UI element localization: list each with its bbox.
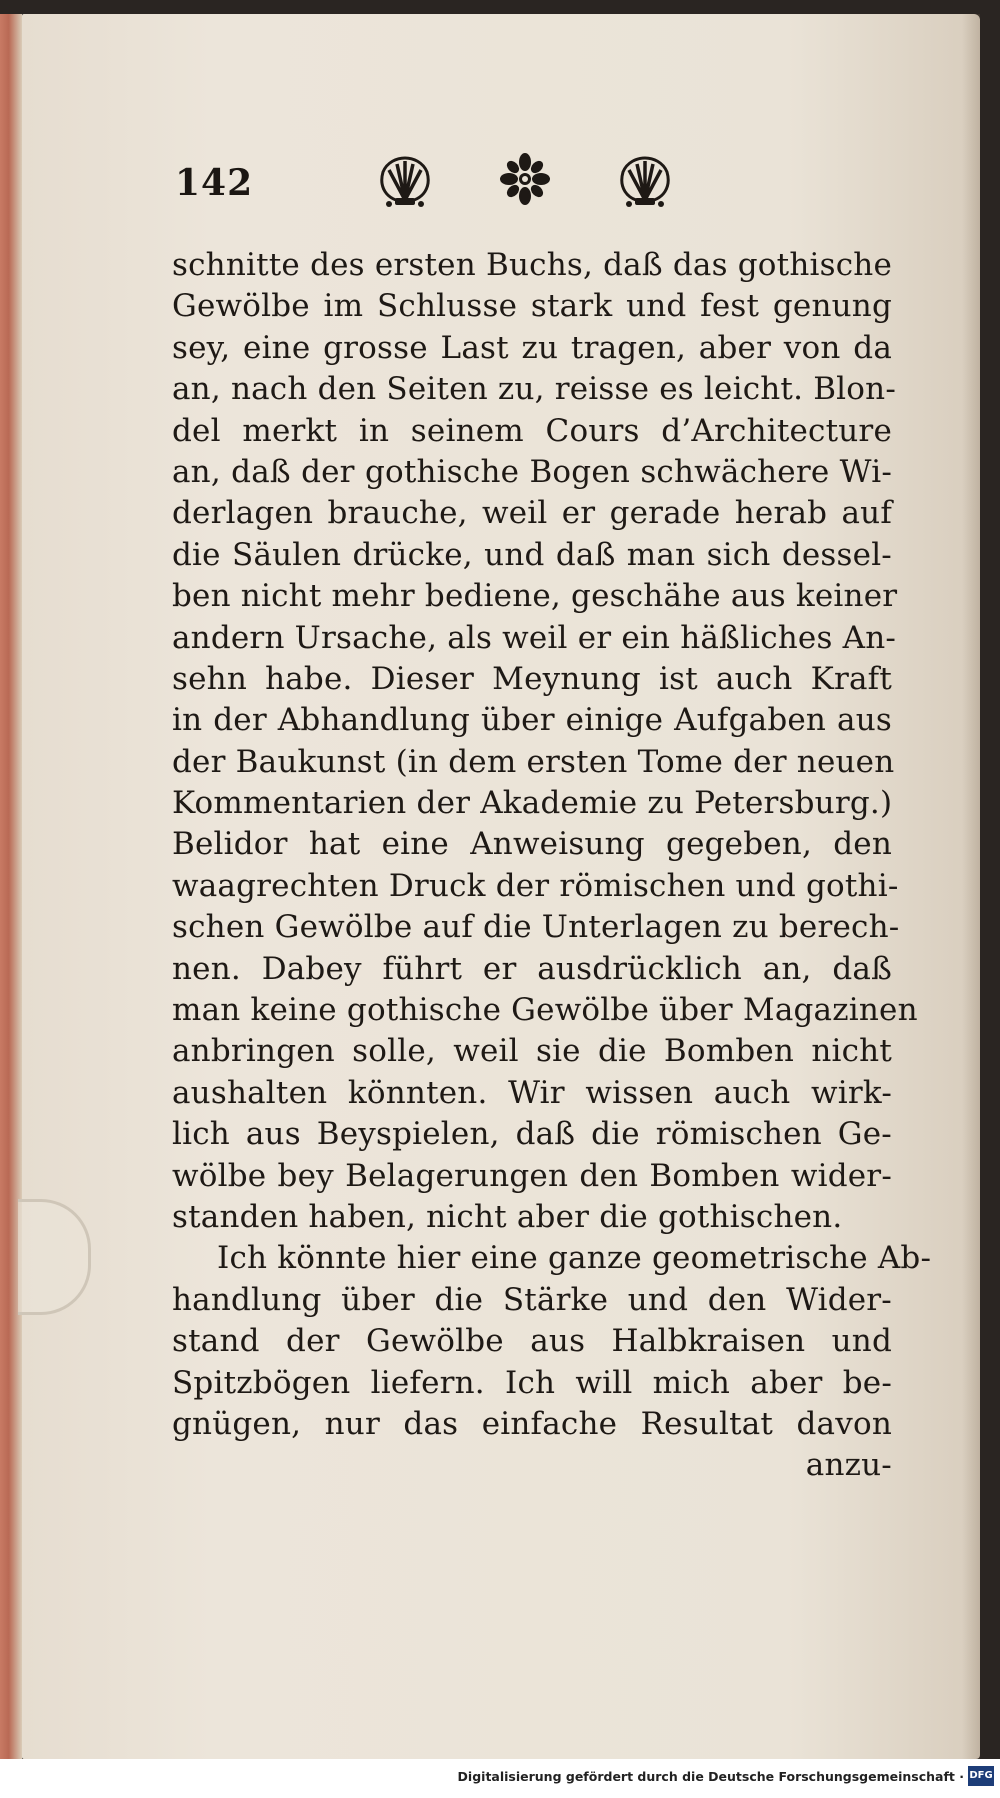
text-line: wölbe bey Belagerungen den Bomben wider- [172,1157,892,1194]
text-line: Ich könnte hier eine ganze geometrische Ab- [217,1240,932,1277]
text-line: nen. Dabey führt er ausdrücklich an, daß [172,950,892,987]
digitization-footer [0,1759,1000,1798]
text-line: gnügen, nur das einfache Resultat davon [172,1405,892,1442]
text-line: Spitzbögen liefern. Ich will mich aber be- [172,1364,892,1401]
text-line: in der Abhandlung über einige Aufgaben aus [172,702,892,739]
text-line: sey, eine grosse Last zu tragen, aber von da [172,329,892,366]
ornament-rosette-icon [500,152,550,207]
text-line: Gewölbe im Schlusse stark und fest genung [172,288,892,325]
text-line: ben nicht mehr bediene, geschähe aus keiner [172,578,898,615]
text-line: handlung über die Stärke und den Wider- [172,1281,892,1318]
text-line: sehn habe. Dieser Meynung ist auch Kraft [172,660,892,697]
text-line: aushalten könnten. Wir wissen auch wirk- [172,1074,892,1111]
text-line: lich aus Beyspielen, daß die römischen Ge- [172,1116,892,1153]
text-line: die Säulen drücke, und daß man sich dessel- [172,536,892,573]
text-line: schen Gewölbe auf die Unterlagen zu berech- [172,909,900,946]
ornament-shell-icon [375,150,435,210]
text-line: standen haben, nicht aber die gothischen. [172,1198,843,1235]
book-edge-left [0,14,22,1759]
page-header [150,150,910,220]
text-line: derlagen brauche, weil er gerade herab auf [172,495,892,532]
text-line: Kommentarien der Akademie zu Petersburg.) [172,785,893,822]
text-line: anbringen solle, weil sie die Bomben nicht [172,1033,892,1070]
funding-credit: Digitalisierung gefördert durch die Deutsche Forschungsgemeinschaft · [457,1769,964,1784]
text-line: man keine gothische Gewölbe über Magazinen [172,992,918,1029]
text-line: del merkt in seinem Cours d’Architecture [172,412,892,449]
text-line: schnitte des ersten Buchs, daß das gothische [172,247,892,283]
page-number: 142 [175,162,254,204]
text-line: an, daß der gothische Bogen schwächere Wi- [172,453,892,490]
text-line: Belidor hat eine Anweisung gegeben, den [172,826,892,863]
text-line: der Baukunst (in dem ersten Tome der neuen [172,743,895,780]
dfg-logo: DFG [968,1766,994,1786]
catchword: anzu- [805,1447,892,1484]
text-line: an, nach den Seiten zu, reisse es leicht. Blon- [172,371,896,408]
page-body-text [172,245,932,1487]
page-shadow [962,14,980,1759]
text-line: stand der Gewölbe aus Halbkraisen und [172,1323,892,1360]
text-line: waagrechten Druck der römischen und gothi- [172,867,899,904]
ornament-shell-icon [615,150,675,210]
text-line: andern Ursache, als weil er ein häßliches An- [172,619,897,656]
page-clip [18,1199,91,1315]
